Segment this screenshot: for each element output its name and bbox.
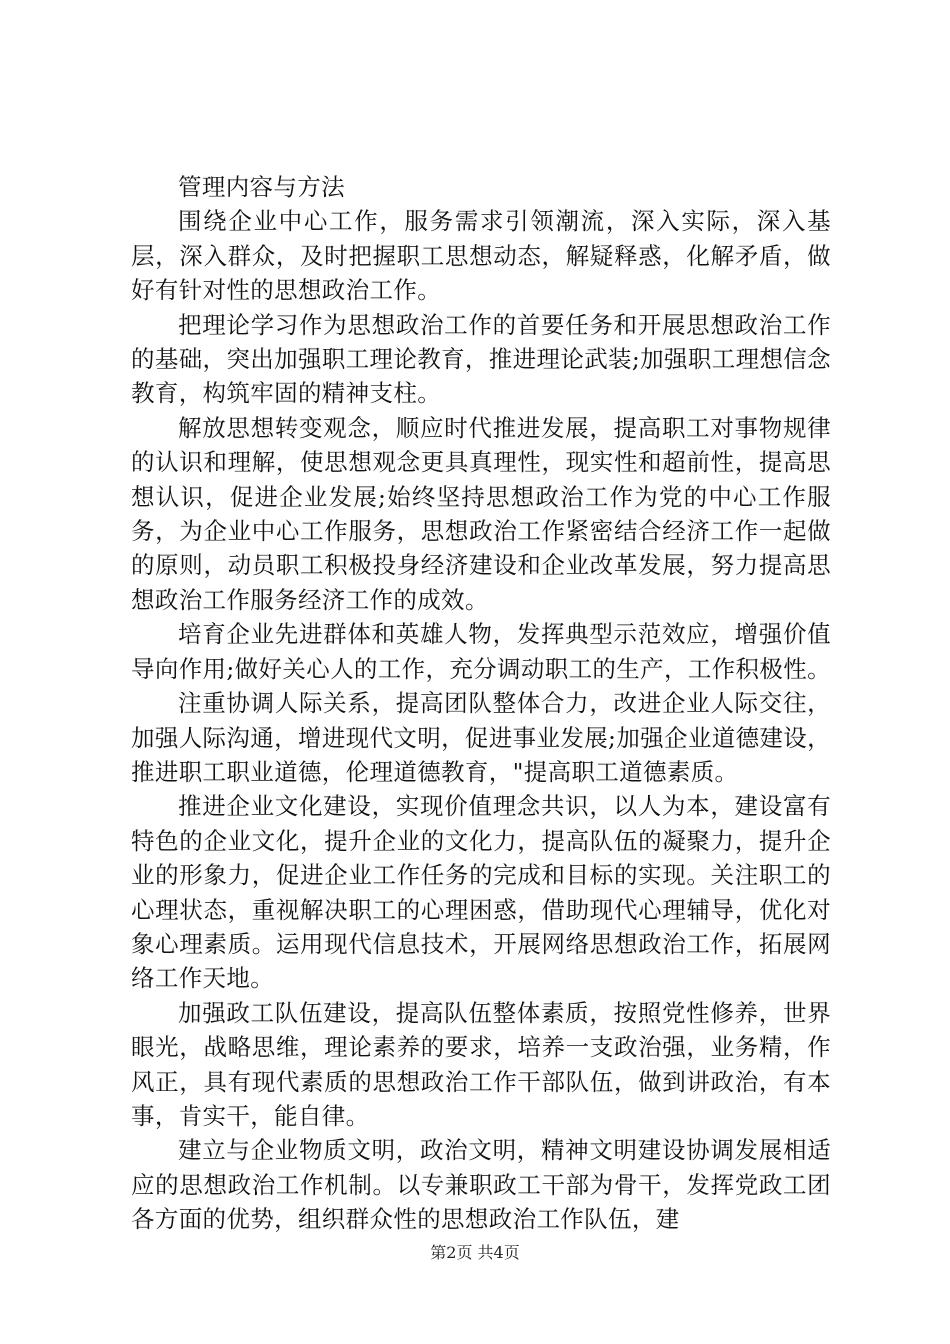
document-body (131, 170, 831, 1237)
paragraph-7: 加强政工队伍建设，提高队伍整体素质，按照党性修养，世界眼光，战略思维，理论素养的要求，培养一支政治强，业务精，作风正，具有现代素质的思想政治工作干部队伍，做到讲政治，有本事，肯实干，能自律。 (131, 998, 831, 1130)
paragraph-1: 围绕企业中心工作，服务需求引领潮流，深入实际，深入基层，深入群众，及时把握职工思想动态，解疑释惑，化解矛盾，做好有针对性的思想政治工作。 (131, 207, 831, 305)
paragraph-6: 推进企业文化建设，实现价值理念共识，以人为本，建设富有特色的企业文化，提升企业的文化力，提高队伍的凝聚力，提升企业的形象力，促进企业工作任务的完成和目标的实现。关注职工的心理状态，重视解决职工的心理困惑，借助现代心理辅导，优化对象心理素质。运用现代信息技术，开展网络思想政治工作，拓展网络工作天地。 (131, 792, 831, 993)
page-footer (0, 1243, 950, 1263)
paragraph-3: 解放思想转变观念，顺应时代推进发展，提高职工对事物规律的认识和理解，使思想观念更具真理性，现实性和超前性，提高思想认识，促进企业发展;始终坚持思想政治工作为党的中心工作服务，为企业中心工作服务，思想政治工作紧密结合经济工作一起做的原则，动员职工积极投身经济建设和企业改革发展，努力提高思想政治工作服务经济工作的成效。 (131, 413, 831, 614)
paragraph-8: 建立与企业物质文明，政治文明，精神文明建设协调发展相适应的思想政治工作机制。以专兼职政工干部为骨干，发挥党政工团各方面的优势，组织群众性的思想政治工作队伍，建 (131, 1136, 831, 1234)
paragraph-2: 把理论学习作为思想政治工作的首要任务和开展思想政治工作的基础，突出加强职工理论教育，推进理论武装;加强职工理想信念教育，构筑牢固的精神支柱。 (131, 310, 831, 408)
paragraph-5: 注重协调人际关系，提高团队整体合力，改进企业人际交往，加强人际沟通，增进现代文明，促进事业发展;加强企业道德建设，推进职工职业道德，伦理道德教育，"提高职工道德素质。 (131, 689, 831, 786)
paragraph-4: 培育企业先进群体和英雄人物，发挥典型示范效应，增强价值导向作用;做好关心人的工作，充分调动职工的生产，工作积极性。 (131, 620, 831, 683)
section-heading: 管理内容与方法 (178, 173, 345, 201)
page-number: 第2页 共4页 (430, 1243, 520, 1262)
